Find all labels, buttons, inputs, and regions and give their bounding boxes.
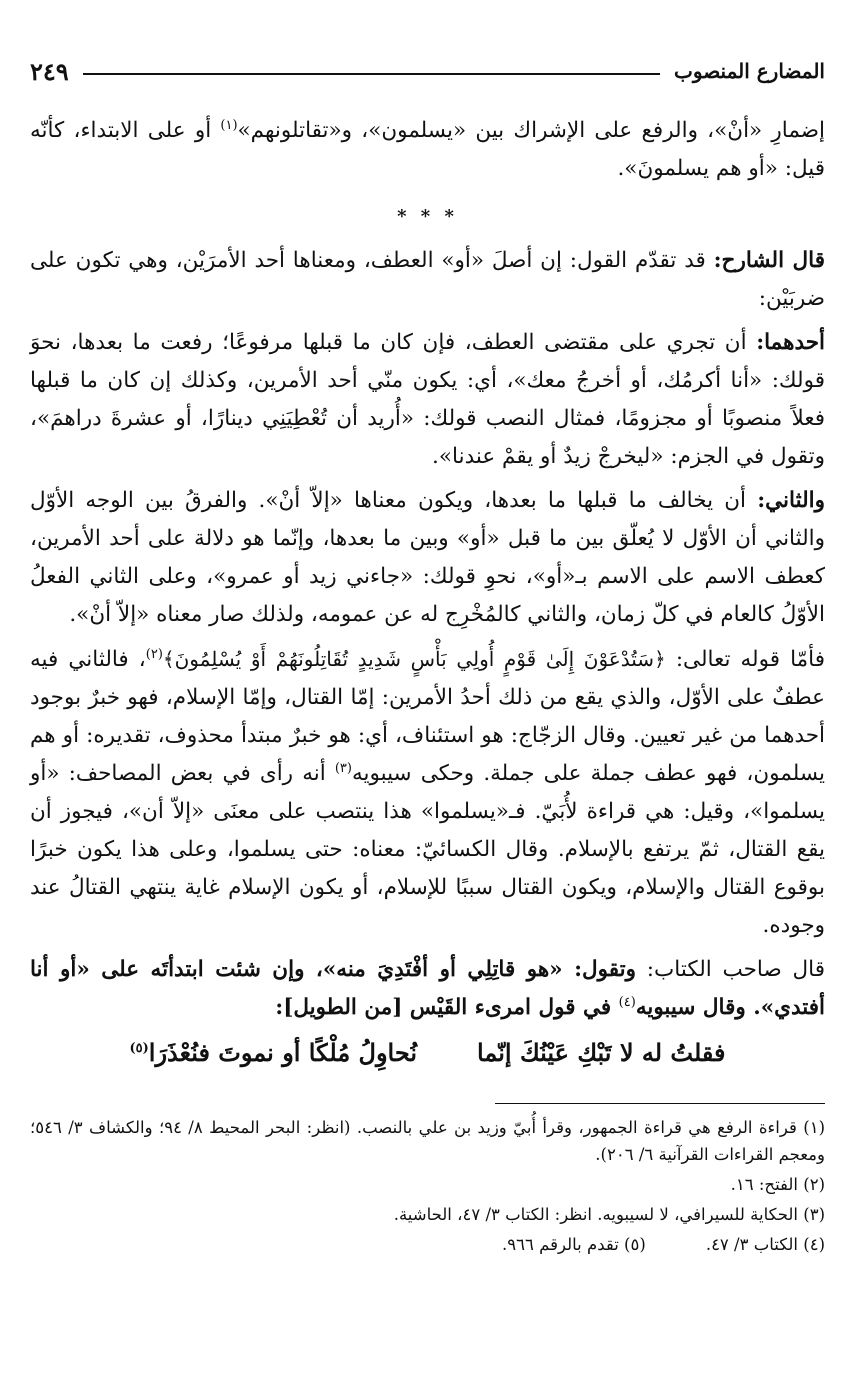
footnote-ref-3: (٣) — [334, 760, 352, 776]
paragraph-5 — [30, 640, 825, 945]
quran-verse: ﴿سَتُدْعَوْنَ إِلَىٰ قَوْمٍ أُولِي بَأْسٍ شَدِيدٍ تُقَاتِلُونَهُمْ أَوْ يُسْلِمُونَ﴾ — [162, 647, 666, 671]
paragraph-6 — [30, 951, 825, 1027]
footnote-row-4-5 — [30, 1231, 825, 1258]
commentator-lead: قال الشارح: — [713, 248, 825, 273]
paragraph-5-text-c: أنه رأى في بعض المصاحف: «أو يسلموا»، وقيل: هي قراءة لأُبَيّ. فـ«يسلموا» هذا ينتصب على معنَى «إلاّ أن»، فيجوز أن يقع القتال، ثمّ يرتفع بالإسلام. وقال الكسائيّ: معناه: حتى يسلموا، وعلى هذا يكون خبرًا بوقوع القتال والإسلام، ويكون القتال سببًا للإسلام، أو يكون الإسلام غاية ينتهي القتالُ عند وجوده. — [30, 761, 825, 938]
main-text — [30, 112, 825, 1073]
poem-first-hemistich: فقلتُ له لا تَبْكِ عَيْنُكَ إنّما — [477, 1038, 726, 1067]
paragraph-6-text-b: وتقول: «هو قاتِلِي أو أفْتَدِيَ منه»، وإن شئت ابتدأتَه على «أو أنا أفتدي». وقال سيبويه — [30, 957, 825, 1020]
poem-verse — [30, 1033, 825, 1073]
paragraph-5-text-a: فأمّا قوله تعالى: — [665, 647, 825, 672]
paragraph-4-text: أن يخالف ما قبلها ما بعدها، ويكون معناها «إلاّ أنْ». والفرقُ بين الوجه الأوّل والثاني أن الأوّل لا يُعلّق بين ما قبل «أو» وبين ما بعدها، وإنّما هو دلالة على أحد الأمرين، كعطف الاسم على الاسم بـ«أو»، نحوِ قولك: «جاءني زيد أو عمرو»، وعلى الثاني الفعلُ الأوّلُ كالعام في كلّ زمان، والثاني كالمُخْرِج له عن عمومه، ولذلك صار معناه «إلاّ أنْ». — [30, 488, 825, 627]
paragraph-2 — [30, 242, 825, 318]
running-title: المضارع المنصوب — [674, 59, 825, 83]
paragraph-1 — [30, 112, 825, 188]
footnote-divider — [495, 1103, 825, 1104]
footnote-ref-5: (٥) — [129, 1041, 149, 1056]
paragraph-4 — [30, 482, 825, 634]
first-type-lead: أحدهما: — [756, 330, 825, 355]
footnote-5: (٥) تقدم بالرقم ٩٦٦. — [502, 1235, 646, 1254]
paragraph-5-text-b: ، فالثاني فيه عطفٌ على الأوّل، والذي يقع من ذلك أحدُ الأمرين: إمّا القتال، وإمّا الإسلام، فهو خبرٌ بوجود أحدهما من غير تعيين. وقال الزجّاج: هو استئناف، أي: هو خبرٌ مبتدأ محذوف، تقديره: أو هم يسلمون، فهو عطف جملة على جملة. وحكى سيبويه — [30, 647, 825, 786]
footnote-ref-1: (١) — [220, 117, 238, 133]
footnote-ref-2: (٢) — [145, 646, 163, 662]
paragraph-3 — [30, 324, 825, 476]
poem-second-hemistich-text: نُحاوِلُ مُلْكًا أو نموتَ فنُعْذَرَا — [148, 1038, 418, 1067]
footnote-1: (١) قراءة الرفع هي قراءة الجمهور، وقرأ أُبيّ وزيد بن علي بالنصب. (انظر: البحر المحيط ٨/ ٩٤؛ والكشاف ٣/ ٥٤٦؛ ومعجم القراءات القرآنية ٦/ ٢٠٦). — [30, 1118, 825, 1164]
paragraph-6-text-c: في قول امرىء القَيْس [من الطويل]: — [275, 995, 619, 1020]
paragraph-2-text: قد تقدّم القول: إن أصلَ «أو» العطف، ومعناها أحد الأمرَيْن، وهي تكون على ضربَيْن: — [30, 248, 825, 311]
second-type-lead: والثاني: — [757, 488, 825, 513]
page-header — [30, 52, 825, 90]
paragraph-3-text: أن تجري على مقتضى العطف، فإن كان ما قبلها مرفوعًا؛ رفعت ما بعدها، نحوَ قولك: «أنا أكرمُك، أو أخرجُ معك»، أي: يكون منّي أحد الأمرين، وكذلك إن كان ما قبلها فعلاً منصوبًا أو مجزومًا، فمثال النصب قولك: «أُريد أن تُعْطِيَنِي دينارًا، أو عشرةَ دراهمَ»، وتقول في الجزم: «ليخرجْ زيدٌ أو يقمْ عندنا». — [30, 330, 825, 469]
poem-second-hemistich — [129, 1033, 417, 1073]
footnote-4: (٤) الكتاب ٣/ ٤٧. — [705, 1235, 825, 1254]
paragraph-1-text-b: أو على الابتداء، كأنّه قيل: «أو هم يسلمونَ». — [30, 118, 825, 181]
footnote-2: (٢) الفتح: ١٦. — [730, 1175, 825, 1194]
footnote-ref-4: (٤) — [618, 994, 636, 1010]
page-number: ٢٤٩ — [30, 56, 69, 86]
paragraph-6-text-a: قال صاحب الكتاب: — [635, 957, 825, 982]
section-separator: * * * — [397, 206, 458, 227]
footnote-3: (٣) الحكاية للسيرافي، لا لسيبويه. انظر: الكتاب ٣/ ٤٧، الحاشية. — [393, 1205, 825, 1224]
header-rule — [83, 73, 660, 75]
paragraph-1-text-a: إضمارِ «أنْ»، والرفع على الإشراك بين «يسلمون»، و«تقاتلونهم» — [237, 118, 825, 143]
footnotes — [30, 1114, 825, 1258]
